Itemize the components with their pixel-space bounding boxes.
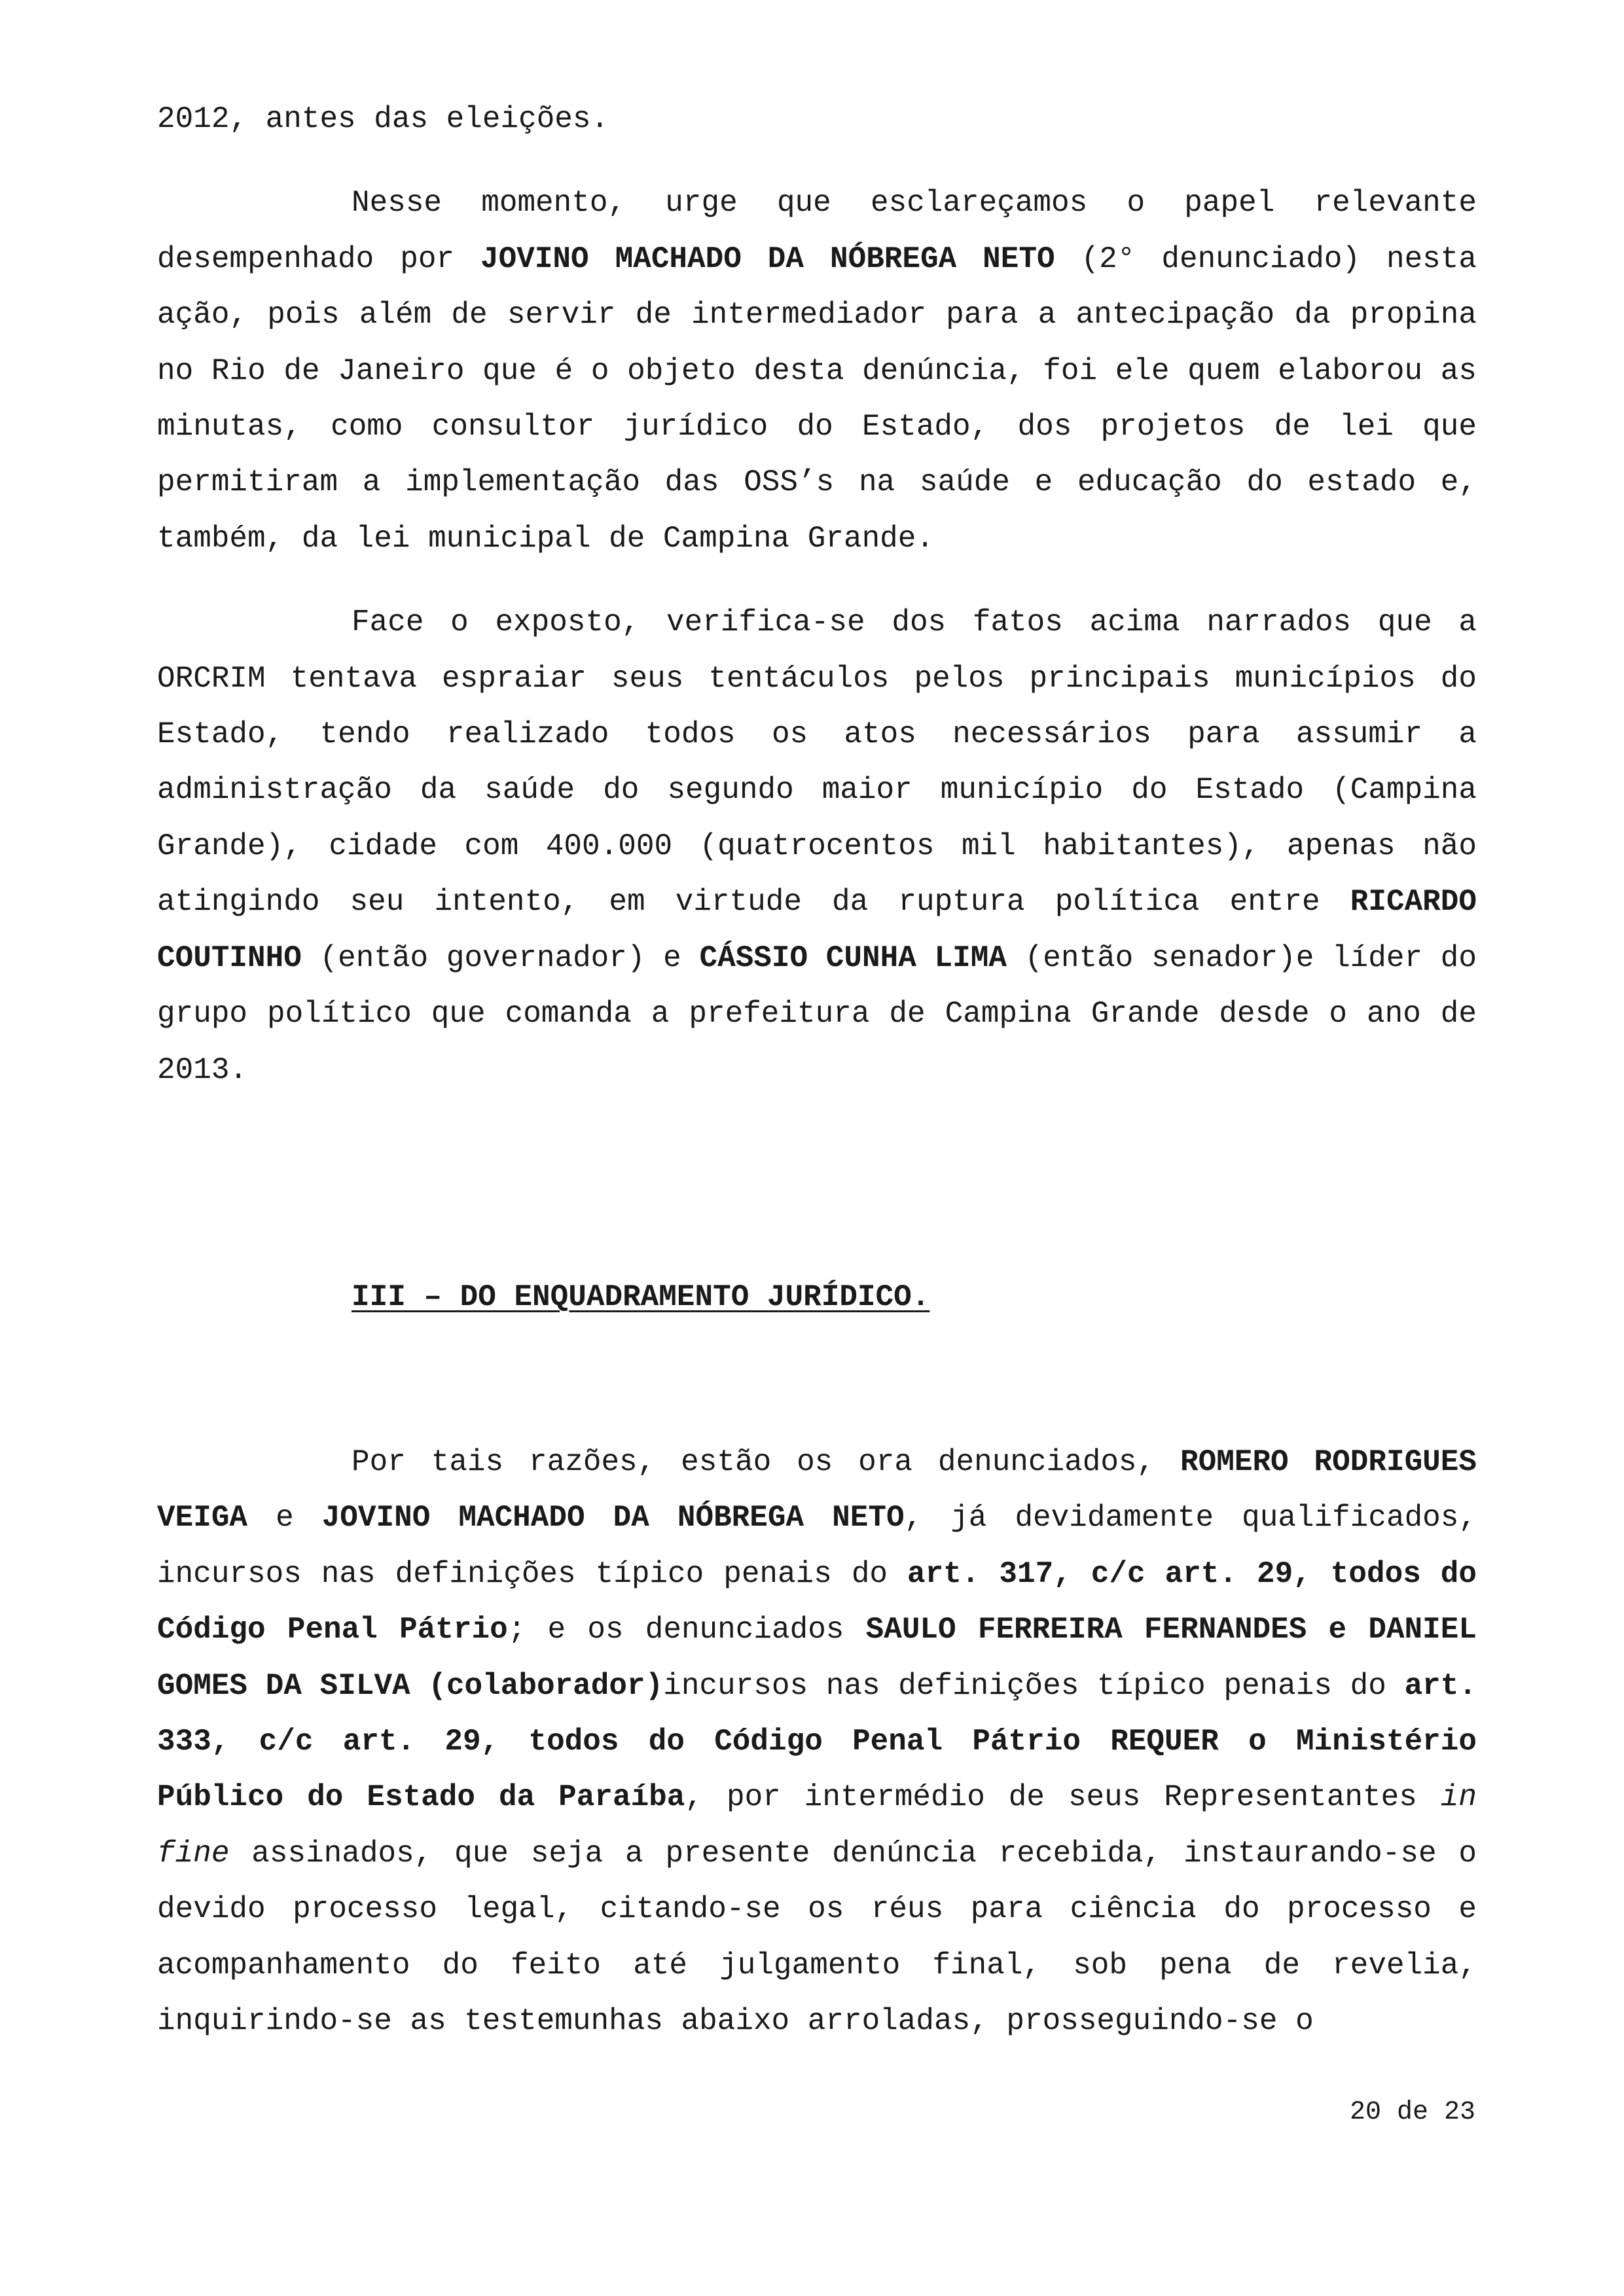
latin-term: in fine xyxy=(157,1780,1477,1871)
paragraph-text: Face o exposto, verifica-se dos fatos acima narrados que a ORCRIM tentava espraiar seus tentáculos pelos principais municípios do Estado, tendo realizado todos os atos necessários para assumir a administração da saúde do segundo maior município do Estado (Campina Grande), cidade com 400.000 (quatrocentos mil habitantes), apenas não atingindo seu intento, em virtude da ruptura política entre xyxy=(157,605,1477,920)
paragraph-text: , por intermédio de seus Representantes xyxy=(685,1780,1441,1815)
legal-citation: art. 317, c/c art. 29, todos do Código Penal Pátrio xyxy=(157,1556,1477,1647)
person-name: CÁSSIO CUNHA LIMA xyxy=(699,941,1007,975)
defendant-name: ROMERO RODRIGUES VEIGA xyxy=(157,1445,1477,1535)
paragraph-text: incursos nas definições típico penais do xyxy=(663,1668,1405,1703)
paragraph-text: e xyxy=(247,1501,322,1535)
paragraph-text: (então senador)e líder do grupo político que comanda a prefeitura de Campina Grande desde o ano de 2013. xyxy=(157,941,1477,1087)
paragraph-text: (2° denunciado) nesta ação, pois além de servir de intermediador para a antecipação da propina no Rio de Janeiro que é o objeto desta denúncia, foi ele quem elaborou as minutas, como consultor jurídico do Estado, dos projetos de lei que permitiram a implementação das OSS’s na saúde e educação do estado e, também, da lei municipal de Campina Grande. xyxy=(157,242,1477,556)
paragraph-text: Nesse momento, urge que esclareçamos o papel relevante desempenhado por xyxy=(157,186,1477,276)
paragraph-text: Por tais razões, estão os ora denunciados, xyxy=(352,1445,1181,1479)
section-heading: III – DO ENQUADRAMENTO JURÍDICO. xyxy=(352,1280,930,1314)
defendant-name: JOVINO MACHADO DA NÓBREGA NETO xyxy=(480,242,1055,276)
paragraph-text: (então governador) e xyxy=(301,941,700,975)
paragraph-continuation xyxy=(157,92,1477,147)
document-page xyxy=(157,92,1477,2039)
defendant-name: SAULO FERREIRA FERNANDES e DANIEL GOMES DA SILVA (colaborador) xyxy=(157,1613,1477,1703)
person-name: RICARDO COUTINHO xyxy=(157,885,1477,975)
page-number: 20 de 23 xyxy=(1350,2098,1476,2127)
legal-citation: art. 333, c/c art. 29, todos do Código Penal Pátrio REQUER o Ministério Público do Estado da Paraíba xyxy=(157,1668,1477,1815)
paragraph-text: ; e os denunciados xyxy=(507,1613,866,1647)
paragraph-text: , já devidamente qualificados, incursos nas definições típico penais do xyxy=(157,1501,1477,1591)
defendant-name: JOVINO MACHADO DA NÓBREGA NETO xyxy=(321,1501,905,1535)
paragraph-text: assinados, que seja a presente denúncia recebida, instaurando-se o devido processo legal, citando-se os réus para ciência do processo e acompanhamento do feito até julgamento final, sob pena de revelia, inquirindo-se as testemunhas abaixo arroladas, prosseguindo-se o xyxy=(157,1836,1477,2039)
paragraph-legal-framing xyxy=(157,1435,1477,2049)
paragraph-jovino-role xyxy=(157,175,1477,567)
paragraph-text: 2012, antes das eleições. xyxy=(157,102,609,136)
paragraph-orcrim xyxy=(157,595,1477,1098)
